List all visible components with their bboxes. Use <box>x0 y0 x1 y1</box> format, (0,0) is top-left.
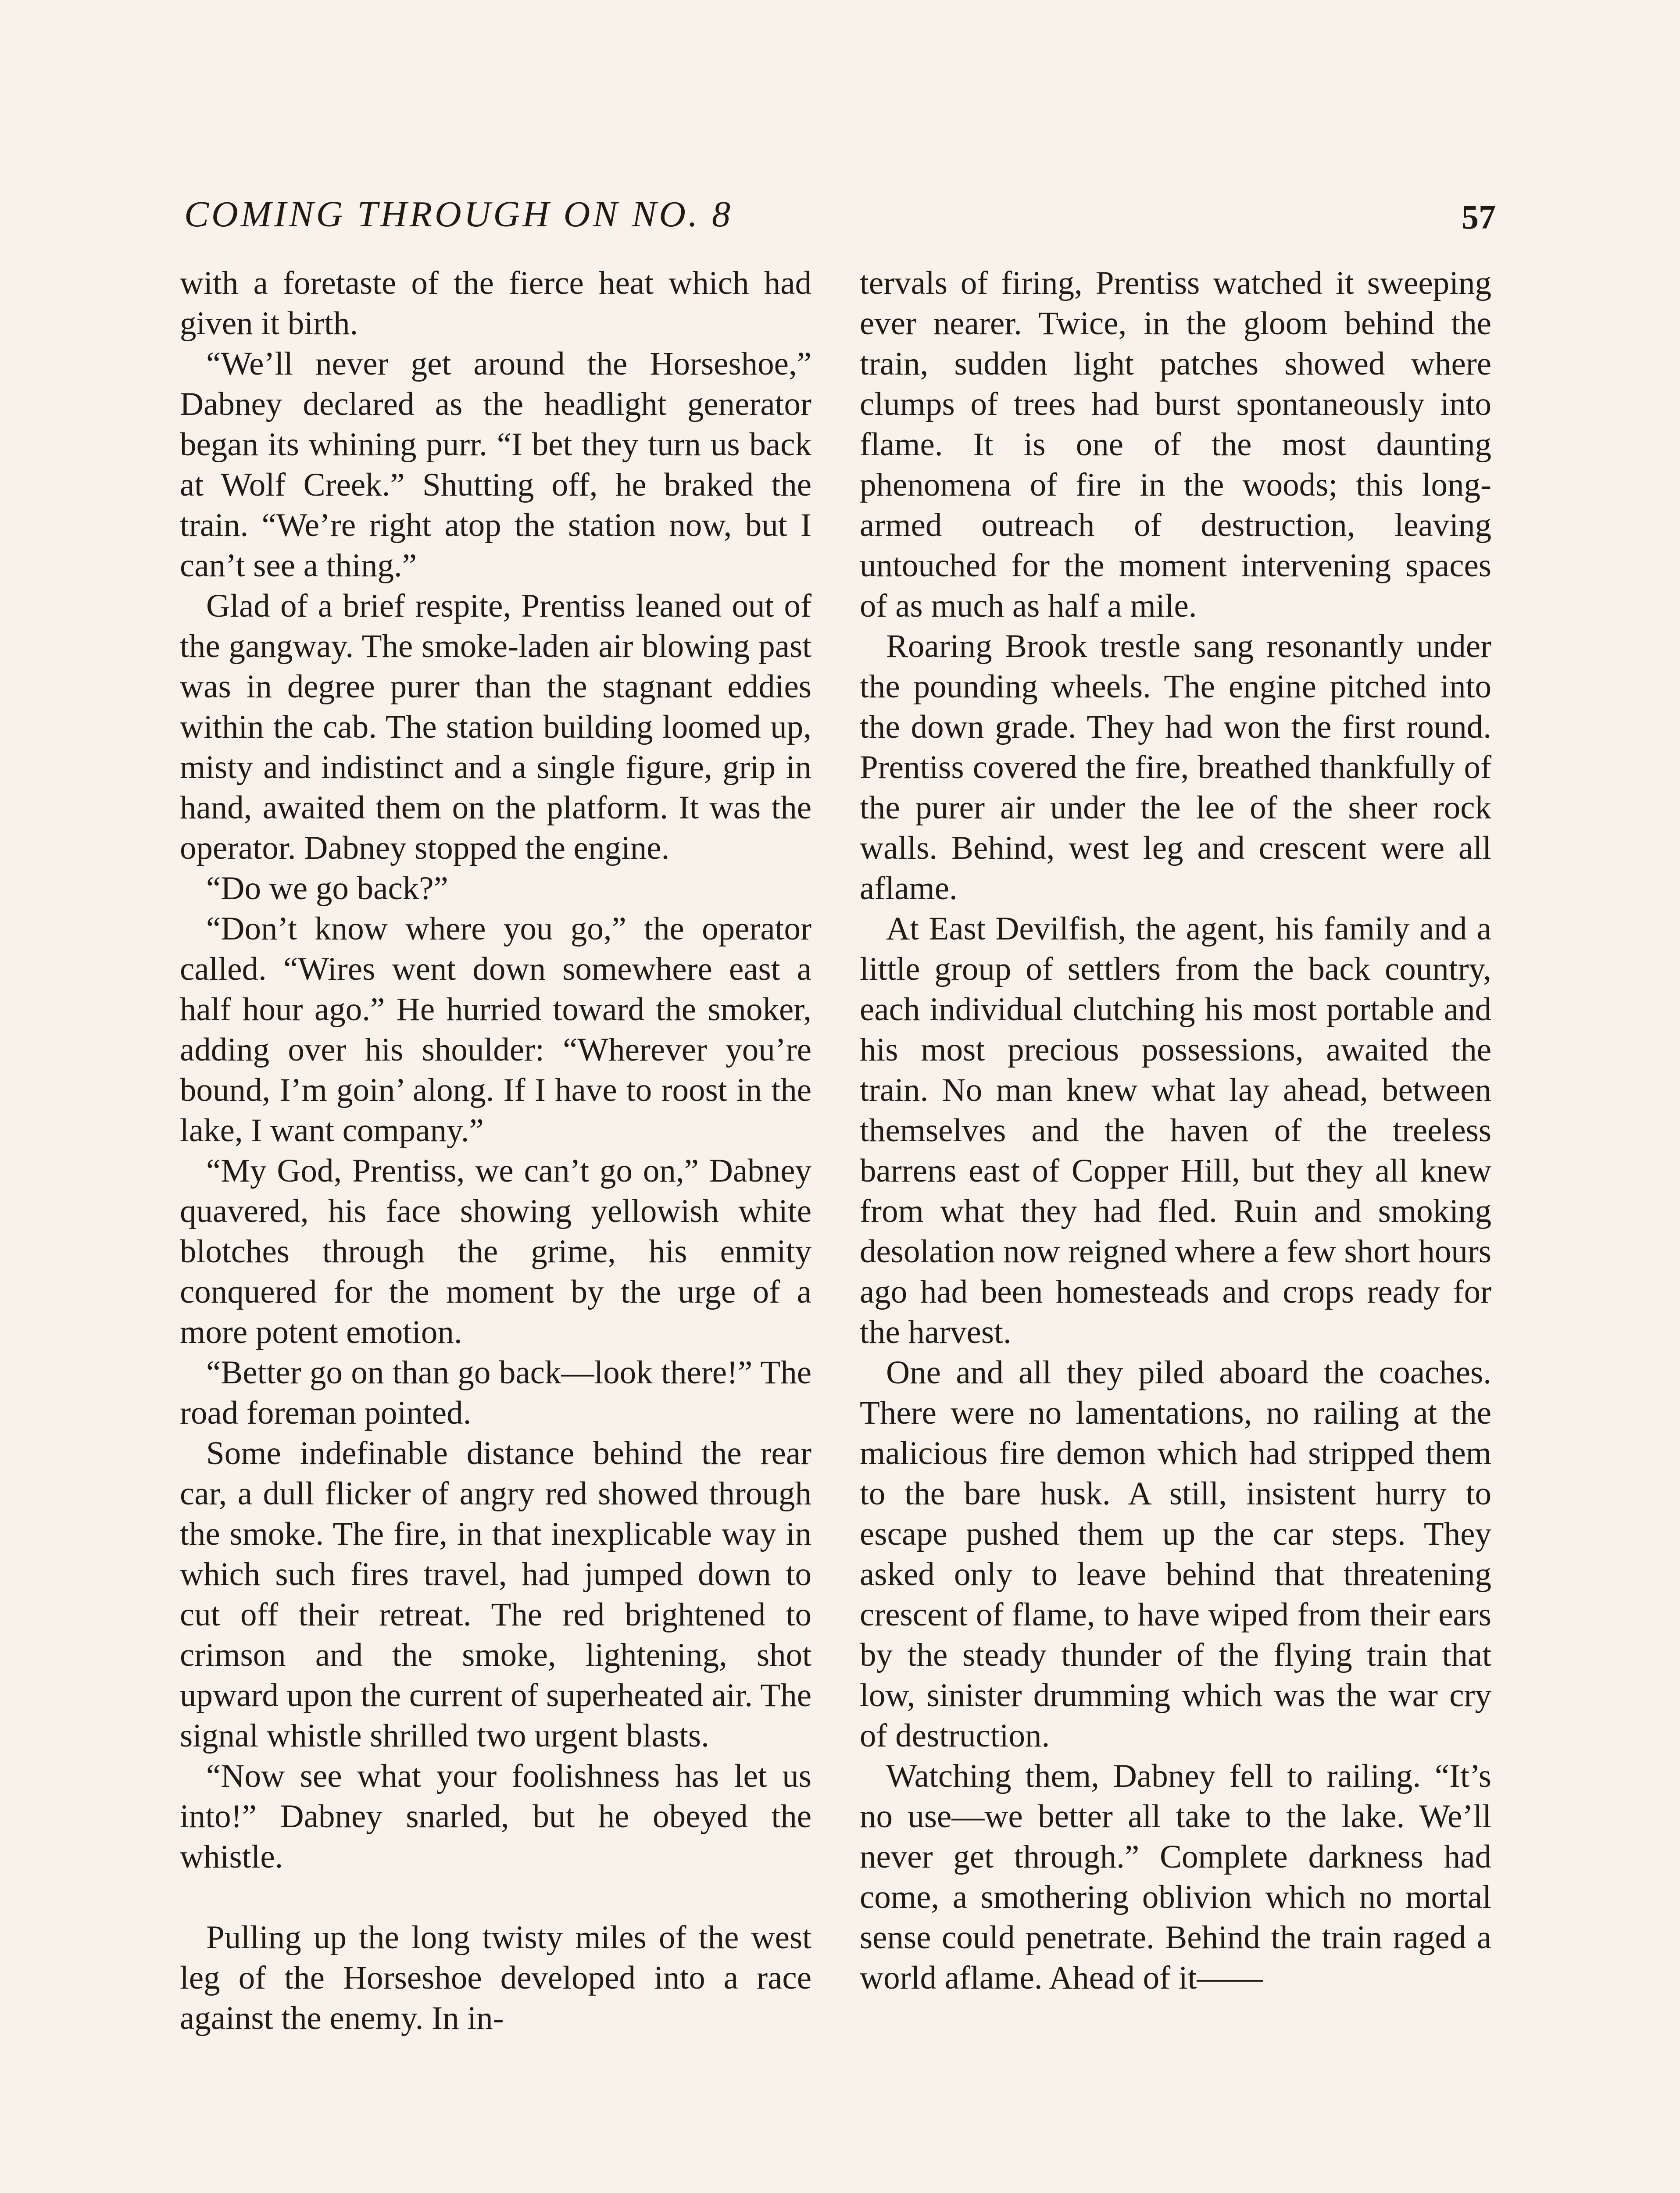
paragraph: Some indefinable distance behind the rear car, a dull flicker of angry red showed through the smoke. The fire, in that inexplicable way in which such fires travel, had jumped down to cut off their retreat. The red brightened to crimson and the smoke, lightening, shot upward upon the current of superheated air. The signal whistle shrilled two urgent blasts. <box>180 1435 811 1754</box>
running-head <box>184 189 1496 250</box>
paragraph: “We’ll never get around the Horseshoe,” Dabney declared as the headlight generator began its whining purr. “I bet they turn us back at Wolf Creek.” Shutting off, he braked the train. “We’re right atop the station now, but I can’t see a thing.” <box>180 346 811 584</box>
text-column-right <box>860 263 1491 1998</box>
paragraph: tervals of firing, Prentiss watched it sweeping ever nearer. Twice, in the gloom behind the train, sudden light patches showed where clumps of trees had burst spontaneously into flame. It is one of the most daunting phenomena of fire in the woods; this long-armed outreach of destruction, leaving untouched for the moment intervening spaces of as much as half a mile. <box>860 265 1491 624</box>
paragraph: “My God, Prentiss, we can’t go on,” Dabney quavered, his face showing yellowish white blotches through the grime, his enmity conquered for the moment by the urge of a more potent emotion. <box>180 1153 811 1350</box>
paragraph: “Don’t know where you go,” the operator called. “Wires went down somewhere east a half hour ago.” He hurried toward the smoker, adding over his shoulder: “Wherever you’re bound, I’m goin’ along. If I have to roost in the lake, I want company.” <box>180 911 811 1149</box>
paragraph: Pulling up the long twisty miles of the west leg of the Horseshoe developed into a race against the enemy. In in- <box>180 1919 811 2036</box>
paragraph: Glad of a brief respite, Prentiss leaned out of the gangway. The smoke-laden air blowing past was in degree purer than the stagnant eddies within the cab. The station building loomed up, misty and indistinct and a single figure, grip in hand, awaited them on the platform. It was the operator. Dabney stopped the engine. <box>180 588 811 866</box>
text-column-left <box>180 263 811 2039</box>
paragraph: “Do we go back?” <box>206 870 448 907</box>
paragraph: Roaring Brook trestle sang resonantly under the pounding wheels. The engine pitched into the down grade. They had won the first round. Prentiss covered the fire, breathed thankfully of the purer air under the lee of the sheer rock walls. Behind, west leg and crescent were all aflame. <box>860 628 1491 907</box>
paragraph: One and all they piled aboard the coaches. There were no lamentations, no railing at the malicious fire demon which had stripped them to the bare husk. A still, insistent hurry to escape pushed them up the car steps. They asked only to leave behind that threatening crescent of flame, to have wiped from their ears by the steady thunder of the flying train that low, sinister drumming which was the war cry of destruction. <box>860 1354 1491 1754</box>
paragraph: with a foretaste of the fierce heat which had given it birth. <box>180 265 811 342</box>
page-number: 57 <box>1462 198 1496 236</box>
running-title: COMING THROUGH ON NO. 8 <box>184 194 733 235</box>
paragraph: At East Devilfish, the agent, his family and a little group of settlers from the back country, each individual clutching his most portable and his most precious possessions, awaited the train. No man knew what lay ahead, between themselves and the haven of the treeless barrens east of Copper Hill, but they all knew from what they had fled. Ruin and smoking desolation now reigned where a few short hours ago had been homesteads and crops ready for the harvest. <box>860 911 1491 1350</box>
paragraph: “Now see what your foolishness has let us into!” Dabney snarled, but he obeyed the whistle. <box>180 1758 811 1875</box>
paragraph: Watching them, Dabney fell to railing. “It’s no use—we better all take to the lake. We’ll never get through.” Complete darkness had come, a smothering oblivion which no mortal sense could penetrate. Behind the train raged a world aflame. Ahead of it—— <box>860 1758 1491 1996</box>
paragraph: “Better go on than go back—look there!” The road foreman pointed. <box>180 1354 811 1431</box>
